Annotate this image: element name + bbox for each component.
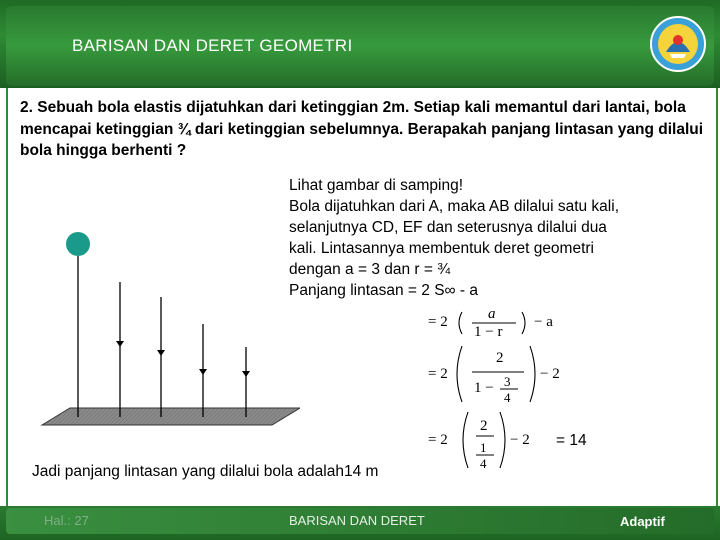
tut-wuri-handayani-emblem-icon xyxy=(648,14,708,74)
explanation-text xyxy=(289,175,709,301)
explanation-line: kali. Lintasannya membentuk deret geometri xyxy=(289,240,594,257)
formula-eq: = 2 xyxy=(428,314,448,330)
ball-icon xyxy=(66,232,90,256)
footer-title: BARISAN DAN DERET xyxy=(289,513,425,528)
explanation-line: Bola dijatuhkan dari A, maka AB dilalui satu kali, xyxy=(289,198,619,215)
formula-num: a xyxy=(488,306,496,322)
formula-tail: − 2 xyxy=(510,432,530,448)
formula-den: 1 − r xyxy=(474,324,503,340)
slide-title: BARISAN DAN DERET GEOMETRI xyxy=(72,36,353,55)
formula-tail: − a xyxy=(534,314,553,330)
result-value: = 14 xyxy=(556,432,587,449)
explanation-line: dengan a = 3 dan r = ¾ xyxy=(289,261,451,278)
conclusion-text: Jadi panjang lintasan yang dilalui bola adalah14 m xyxy=(32,463,379,480)
page-number: Hal.: 27 xyxy=(44,513,89,528)
problem-statement: 2. Sebuah bola elastis dijatuhkan dari ketinggian 2m. Setiap kali memantul dari lantai, bola mencapai ketinggian ¾ dari ketinggian sebelumnya. Berapakah panjang lintasan yang dilalui bola hingga berhenti ? xyxy=(20,99,704,159)
formula-den-num: 3 xyxy=(504,374,511,389)
explanation-line: Panjang lintasan = 2 S∞ - a xyxy=(289,282,478,299)
formula-den-a: 1 − xyxy=(474,380,494,396)
formula-tail: − 2 xyxy=(540,366,560,382)
formula-den-num: 1 xyxy=(480,440,487,455)
formula-num: 2 xyxy=(480,418,488,434)
formula-eq: = 2 xyxy=(428,366,448,382)
explanation-line: selanjutnya CD, EF dan seterusnya dilalui dua xyxy=(289,219,607,236)
footer-brand: Adaptif xyxy=(620,514,665,529)
explanation-line: Lihat gambar di samping! xyxy=(289,177,464,194)
formula-eq: = 2 xyxy=(428,432,448,448)
formula-svg xyxy=(424,306,584,476)
formula-block xyxy=(424,306,584,476)
formula-den-den: 4 xyxy=(480,456,487,471)
formula-den-den: 4 xyxy=(504,390,511,405)
formula-num: 2 xyxy=(496,350,504,366)
bouncing-ball-diagram xyxy=(30,225,300,435)
